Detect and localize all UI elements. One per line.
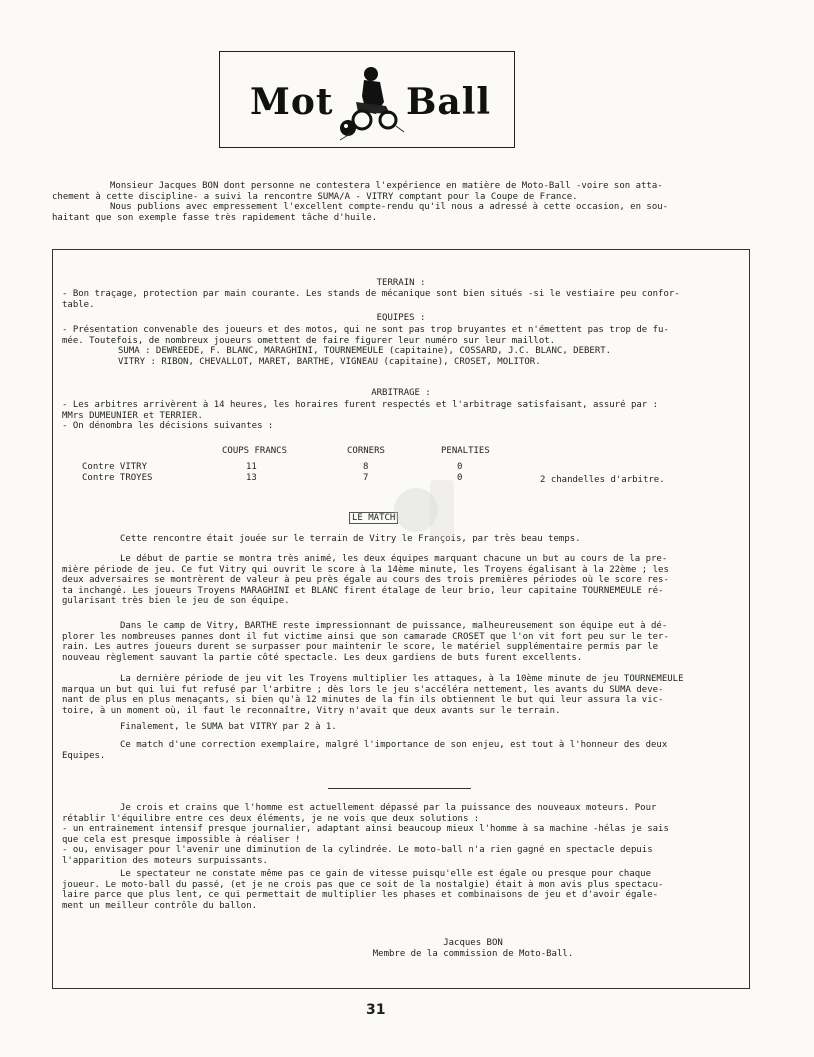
match-line: plorer les nombreuses pannes dont il fut victime ainsi que son camarade CROSET que l'on vit fort peu sur le ter- xyxy=(62,631,669,642)
motorcyclist-logo-icon xyxy=(336,62,406,142)
match-p6 xyxy=(62,740,726,761)
match-line: Dans le camp de Vitry, BARTHE reste impressionnant de puissance, malheureusement son équipe eut à dé- xyxy=(120,621,668,631)
closing-line: laire parce que plus lent, ce qui permettait de multiplier les phases et combinaisons de jeu et d'avoir égale- xyxy=(62,890,659,901)
match-p3 xyxy=(62,621,726,663)
equipes-line: - Présentation convenable des joueurs et des motos, qui ne sont pas trop bruyantes et n'émettent pas trop de fu- xyxy=(62,325,669,335)
closing-line: - ou, envisager pour l'avenir une diminution de la cylindrée. Le moto-ball n'a rien gagné en spectacle depuis xyxy=(62,845,653,856)
closing-line: Je crois et crains que l'homme est actuellement dépassé par la puissance des nouveaux moteurs. Pour xyxy=(120,803,657,813)
match-line: toire, à un moment où, il faut le reconnaître, Vitry n'avait que deux avants sur le terrain. xyxy=(62,705,561,716)
intro-line: Nous publions avec empressement l'excellent compte-rendu qu'il nous a adressé à cette occasion, en sou- xyxy=(110,202,669,213)
arbitrage-line: - Les arbitres arrivèrent à 14 heures, les horaires furent respectés et l'arbitrage satisfaisant, assuré par : xyxy=(62,400,659,410)
signature-role: Membre de la commission de Moto-Ball. xyxy=(372,949,574,959)
team-vitry: VITRY : RIBON, CHEVALLOT, MARET, BARTHE, VIGNEAU (capitaine), CROSET, MOLITOR. xyxy=(118,356,541,367)
closing-line: Le spectateur ne constate même pas ce gain de vitesse puisqu'elle est égale ou presque pour chaque xyxy=(120,869,652,879)
equipes-line: mée. Toutefois, de nombreux joueurs omettent de faire figurer leur numéro sur leur maillot. xyxy=(62,335,556,346)
equipes-heading: EQUIPES : xyxy=(376,313,426,323)
closing-line: que cela est presque impossible à réaliser ! xyxy=(62,834,301,845)
match-p5 xyxy=(62,722,726,733)
arbitrage-line: MMrs DUMEUNIER et TERRIER. xyxy=(62,410,203,421)
intro-line: Monsieur Jacques BON dont personne ne contestera l'expérience en matière de Moto-Ball -voire son atta- xyxy=(110,181,663,191)
row-label: Contre VITRY xyxy=(82,462,148,472)
cell-corners: 7 xyxy=(363,473,369,483)
title-box xyxy=(219,51,515,148)
match-line: Finalement, le SUMA bat VITRY par 2 à 1. xyxy=(120,722,337,732)
match-line: gularisant très bien le jeu de son équipe. xyxy=(62,596,290,607)
cell-coups-francs: 11 xyxy=(246,462,257,472)
match-p2 xyxy=(62,554,726,607)
match-line: mière période de jeu. Ce fut Vitry qui ouvrit le score à la 14ème minute, les Troyens égalisant à la 22ème ; les xyxy=(62,564,669,575)
page-number: 31 xyxy=(366,1002,386,1018)
match-line: Equipes. xyxy=(62,750,106,761)
watermark-icon xyxy=(390,470,470,550)
cell-penalties: 0 xyxy=(457,473,463,483)
match-line: La dernière période de jeu vit les Troyens multiplier les attaques, à la 10ème minute de jeu TOURNEMEULE xyxy=(120,674,684,684)
signature-name: Jacques BON xyxy=(443,938,503,948)
terrain-text xyxy=(62,289,726,310)
terrain-line: table. xyxy=(62,299,95,310)
match-p4 xyxy=(62,674,726,716)
match-line: deux adversaires se montrèrent de valeur à peu près égale au cours des trois premières périodes où le score res- xyxy=(62,575,669,586)
cell-note: 2 chandelles d'arbitre. xyxy=(540,475,665,485)
closing-line: joueur. Le moto-ball du passé, (et je ne crois pas que ce soit de la nostalgie) était à mon avis plus spectacu- xyxy=(62,879,664,890)
match-line: Le début de partie se montra très animé, les deux équipes marquant chacune un but au cours de la pre- xyxy=(120,554,668,564)
report-box xyxy=(52,249,750,989)
equipes-text xyxy=(62,325,726,367)
match-heading-label: LE MATCH xyxy=(349,512,398,524)
match-line: ta inchangé. Les joueurs Troyens MARAGHINI et BLANC firent étalage de leur brio, leur capitaine TOURNEMEULE ré- xyxy=(62,585,664,596)
section-divider xyxy=(328,788,471,789)
arbitrage-heading: ARBITRAGE : xyxy=(371,388,431,398)
intro-line: haitant que son exemple fasse très rapidement tâche d'huile. xyxy=(52,212,378,223)
arbitrage-text xyxy=(62,400,726,432)
intro-line: chement à cette discipline- a suivi la rencontre SUMA/A - VITRY comptant pour la Coupe de France. xyxy=(52,191,578,202)
closing-line: ment un meilleur contrôle du ballon. xyxy=(62,900,258,911)
col-header-corners: CORNERS xyxy=(347,446,385,456)
terrain-heading: TERRAIN : xyxy=(376,278,426,288)
match-line: marqua un but qui lui fut refusé par l'arbitre ; dès lors le jeu s'accéléra nettement, les avants du SUMA deve- xyxy=(62,684,664,695)
team-suma: SUMA : DEWREEDE, F. BLANC, MARAGHINI, TOURNEMEULE (capitaine), COSSARD, J.C. BLANC, DEBERT. xyxy=(118,346,612,357)
match-line: nouveau règlement sauvant la partie côté spectacle. Les deux gardiens de buts furent excellents. xyxy=(62,652,583,663)
match-line: Ce match d'une correction exemplaire, malgré l'importance de son enjeu, est tout à l'honneur des deux xyxy=(120,740,668,750)
closing-p2 xyxy=(62,869,726,911)
col-header-coups-francs: COUPS FRANCS xyxy=(222,446,288,456)
logo-text-left: Mot xyxy=(250,81,334,123)
match-line: rain. Les autres joueurs durent se surpasser pour maintenir le score, le matériel supplémentaire permis par le xyxy=(62,642,659,653)
match-line: Cette rencontre était jouée sur le terrain de Vitry le François, par très beau temps. xyxy=(120,534,581,544)
cell-penalties: 0 xyxy=(457,462,463,472)
closing-line: l'apparition des moteurs surpuissants. xyxy=(62,855,268,866)
terrain-line: - Bon traçage, protection par main courante. Les stands de mécanique sont bien situés -si le vestiaire peu confor- xyxy=(62,289,680,299)
intro-paragraph xyxy=(52,181,722,223)
closing-line: rétablir l'équilibre entre ces deux éléments, je ne vois que deux solutions : xyxy=(62,813,480,824)
arbitrage-line: - On dénombra les décisions suivantes : xyxy=(62,421,274,432)
cell-corners: 8 xyxy=(363,462,369,472)
closing-p1 xyxy=(62,803,726,867)
logo-text-right: Ball xyxy=(406,81,492,123)
match-line: nant de plus en plus menaçants, si bien qu'à 12 minutes de la fin ils obtiennent le but qui leur assura la vic- xyxy=(62,695,664,706)
closing-line: - un entrainement intensif presque journalier, adaptant ainsi beaucoup mieux l'homme à sa machine -hélas je sais xyxy=(62,824,669,835)
row-label: Contre TROYES xyxy=(82,473,153,483)
cell-coups-francs: 13 xyxy=(246,473,257,483)
col-header-penalties: PENALTIES xyxy=(441,446,490,456)
